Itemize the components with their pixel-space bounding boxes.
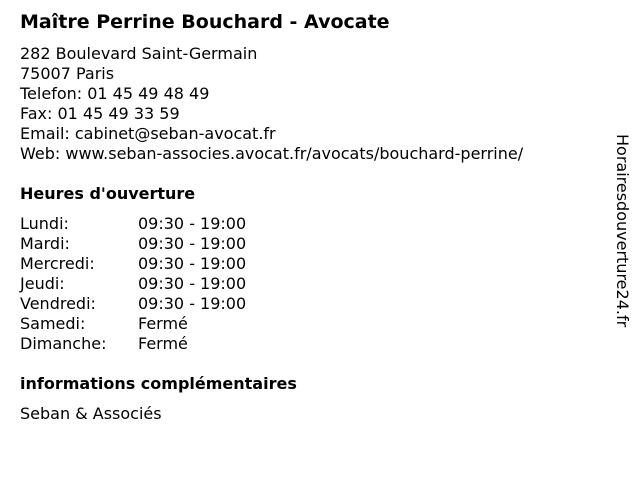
time-value: 09:30 - 19:00 [138, 254, 247, 273]
opening-hours-table [20, 214, 246, 354]
additional-info-heading: informations complémentaires [20, 374, 297, 393]
hours-row-tuesday [20, 234, 246, 254]
hours-row-wednesday [20, 254, 246, 274]
day-label: Mercredi: [20, 254, 95, 273]
day-label: Mardi: [20, 234, 70, 253]
time-value: 09:30 - 19:00 [138, 234, 247, 253]
hours-row-friday [20, 294, 246, 314]
opening-hours-heading: Heures d'ouverture [20, 184, 196, 203]
email-address: Email: cabinet@seban-avocat.fr [20, 124, 276, 143]
day-label: Vendredi: [20, 294, 96, 313]
hours-row-monday [20, 214, 246, 234]
time-value: 09:30 - 19:00 [138, 294, 247, 313]
website-link: Web: www.seban-associes.avocat.fr/avocats/bouchard-perrine/ [20, 144, 524, 163]
hours-row-sunday [20, 334, 246, 354]
page-title: Maître Perrine Bouchard - Avocate [20, 11, 390, 33]
hours-row-saturday [20, 314, 246, 334]
address-street: 282 Boulevard Saint-Germain [20, 44, 258, 63]
fax-number: Fax: 01 45 49 33 59 [20, 104, 180, 123]
day-label: Jeudi: [20, 274, 65, 293]
day-label: Dimanche: [20, 334, 107, 353]
contact-block [20, 44, 523, 164]
hours-row-thursday [20, 274, 246, 294]
address-city: 75007 Paris [20, 64, 115, 83]
time-value: 09:30 - 19:00 [138, 274, 247, 293]
time-value: 09:30 - 19:00 [138, 214, 247, 233]
phone-number: Telefon: 01 45 49 48 49 [20, 84, 210, 103]
day-label: Lundi: [20, 214, 69, 233]
time-value: Fermé [138, 334, 188, 353]
site-brand-watermark: Horairesdouverture24.fr [613, 134, 632, 328]
additional-info-text: Seban & Associés [20, 404, 162, 423]
time-value: Fermé [138, 314, 188, 333]
day-label: Samedi: [20, 314, 86, 333]
